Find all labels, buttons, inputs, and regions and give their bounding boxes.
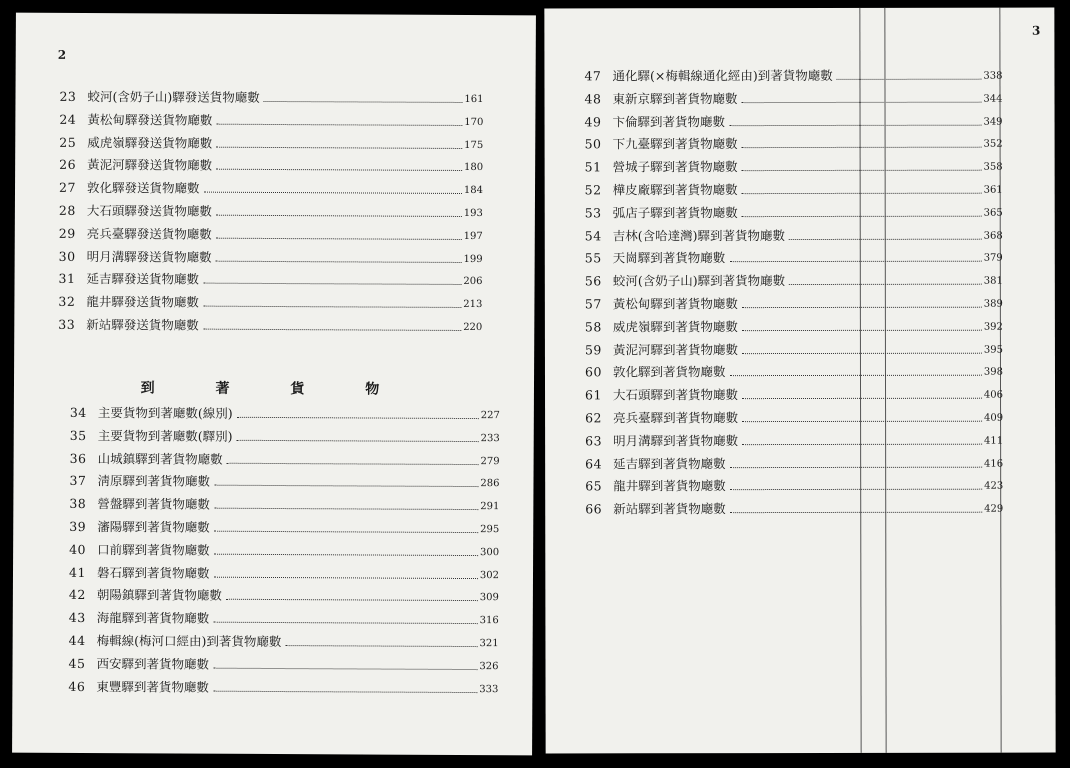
toc-entry [585, 113, 1003, 130]
toc-entry [584, 90, 1002, 107]
entry-page: 233 [480, 432, 500, 444]
entry-number: 57 [584, 296, 602, 312]
toc-entry [585, 159, 1003, 176]
dot-leader [216, 169, 462, 171]
dot-leader [742, 170, 982, 171]
entry-title: 瀋陽驛到著貨物廰數 [97, 519, 210, 535]
dot-leader [742, 215, 982, 216]
entry-title: 營盤驛到著貨物廰數 [97, 496, 210, 512]
entry-number: 23 [59, 88, 77, 104]
entry-title: 敦化驛到著貨物廰數 [612, 364, 726, 380]
entry-page: 316 [479, 615, 499, 627]
entry-title: 蛟河(含奶子山)驛發送貨物廰數 [87, 89, 260, 105]
entry-title: 延吉驛發送貨物廰數 [86, 271, 200, 287]
entry-title: 梅輯線(梅河口經由)到著貨物廰數 [96, 633, 282, 650]
entry-page: 379 [983, 253, 1003, 265]
entry-title: 明月溝驛到著貨物廰數 [613, 432, 739, 449]
toc-entry [58, 294, 482, 312]
entry-page: 170 [464, 116, 484, 128]
entry-page: 197 [463, 230, 483, 242]
entry-number: 34 [69, 404, 87, 421]
entry-page: 279 [480, 455, 500, 467]
entry-title: 淸原驛到著貨物廰數 [97, 473, 211, 490]
entry-title: 新站驛到著貨物廰數 [613, 501, 726, 517]
toc-entry [59, 203, 483, 221]
entry-title: 龍井驛到著貨物廰數 [613, 478, 726, 494]
toc-entry [59, 112, 483, 130]
toc-entry [585, 432, 1003, 449]
entry-page: 302 [479, 569, 500, 581]
entry-page: 395 [983, 344, 1003, 356]
entry-page: 291 [480, 501, 500, 513]
entry-title: 樺皮廠驛到著貨物廰數 [612, 182, 738, 198]
entry-page: 392 [983, 321, 1003, 333]
dot-leader [742, 329, 982, 330]
entry-title: 大石頭驛發送貨物廰數 [86, 203, 212, 219]
entry-number: 42 [68, 587, 86, 603]
entry-title: 敦化驛發送貨物廰數 [86, 180, 200, 196]
entry-title: 黃泥河驛發送貨物廰數 [87, 157, 213, 174]
entry-number: 65 [585, 478, 603, 494]
toc-entry [69, 473, 499, 491]
entry-number: 60 [584, 364, 602, 380]
entry-page: 365 [983, 207, 1003, 219]
dot-leader [237, 417, 479, 419]
toc-entry [585, 250, 1003, 267]
toc-entry [69, 496, 499, 514]
dot-leader [730, 466, 982, 467]
entry-number: 51 [584, 159, 602, 175]
entry-page: 409 [983, 412, 1004, 424]
entry-page: 411 [984, 435, 1004, 447]
entry-title: 大石頭驛到著貨物廰數 [613, 387, 739, 403]
entry-number: 32 [58, 294, 76, 310]
toc-entry [70, 451, 500, 469]
entry-title: 山城鎮驛到著貨物廰數 [97, 450, 223, 467]
entry-page: 180 [464, 162, 484, 174]
dot-leader [264, 101, 463, 103]
entry-number: 49 [584, 113, 602, 129]
entry-page: 381 [983, 275, 1003, 287]
entry-title: 黃松甸驛發送貨物廰數 [87, 111, 213, 128]
dot-leader [213, 690, 477, 692]
entry-page: 423 [984, 481, 1004, 493]
entry-number: 64 [585, 455, 603, 471]
dot-leader [214, 553, 478, 555]
toc-entry [585, 273, 1003, 290]
dot-leader [742, 421, 982, 422]
entry-title: 海龍驛到著貨物廰數 [96, 610, 210, 626]
entry-page: 361 [983, 184, 1003, 196]
dot-leader [742, 398, 982, 399]
entry-number: 59 [584, 341, 602, 357]
entry-page: 161 [464, 93, 484, 106]
entry-title: 東新京驛到著貨物廰數 [612, 90, 738, 107]
entry-title: 通化驛(×梅輯線通化經由)到著貨物廰數 [612, 67, 833, 84]
entry-number: 52 [584, 182, 602, 198]
entry-page: 321 [479, 638, 499, 650]
entry-number: 61 [585, 387, 602, 403]
entry-title: 威虎嶺驛到著貨物廰數 [612, 318, 738, 335]
entry-title: 東豐驛到著貨物廰數 [96, 678, 209, 695]
dot-leader [214, 531, 478, 533]
entry-page: 309 [479, 592, 499, 604]
entry-page: 352 [983, 139, 1003, 151]
entry-number: 41 [68, 564, 86, 580]
dot-leader [216, 146, 462, 148]
toc-entry [585, 182, 1003, 199]
dot-leader [203, 283, 461, 285]
toc-entry [69, 519, 499, 537]
toc-entry [59, 157, 483, 175]
toc-list-left [16, 13, 536, 695]
entry-title: 亮兵臺驛到著貨物廰數 [613, 410, 739, 426]
page-number: 2 [57, 47, 67, 62]
entry-page: 338 [983, 70, 1003, 82]
right-page [544, 8, 1055, 754]
toc-entry [585, 318, 1003, 335]
toc-entry [585, 501, 1003, 518]
toc-entry [69, 565, 499, 583]
dot-leader [204, 192, 462, 194]
dot-leader [216, 260, 462, 262]
toc-entry [69, 633, 499, 651]
page-number: 3 [1032, 23, 1041, 38]
entry-title: 延吉驛到著貨物廰數 [613, 455, 726, 471]
entry-number: 35 [69, 427, 87, 443]
dot-leader [730, 512, 982, 513]
toc-entry [585, 136, 1003, 153]
toc-entry [585, 296, 1003, 313]
entry-title: 口前驛到著貨物廰數 [97, 541, 210, 558]
toc-entry [59, 134, 483, 152]
entry-number: 33 [58, 316, 76, 332]
toc-entry [585, 455, 1003, 472]
toc-entry [70, 428, 500, 446]
entry-number: 44 [68, 632, 86, 649]
toc-entry [59, 226, 483, 244]
entry-title: 威虎嶺驛發送貨物廰數 [87, 134, 213, 151]
dot-leader [203, 329, 461, 331]
toc-entry [68, 679, 498, 697]
toc-entry [69, 587, 499, 605]
toc-entry [59, 180, 483, 198]
entry-number: 55 [584, 250, 602, 266]
entry-page: 358 [983, 161, 1003, 173]
dot-leader [227, 462, 479, 464]
dot-leader [729, 261, 981, 262]
dot-leader [213, 622, 477, 624]
toc-entry [58, 317, 482, 335]
entry-number: 56 [584, 273, 602, 289]
dot-leader [742, 147, 982, 148]
dot-leader [214, 485, 478, 487]
entry-page: 333 [479, 683, 499, 695]
entry-number: 31 [58, 271, 76, 287]
entry-number: 63 [585, 433, 603, 449]
entry-title: 新站驛發送貨物廰數 [86, 317, 199, 333]
entry-number: 46 [68, 678, 86, 694]
toc-entry [69, 542, 499, 560]
entry-title: 朝陽鎮驛到著貨物廰數 [96, 587, 222, 604]
toc-entry [70, 405, 500, 423]
dot-leader [837, 79, 982, 80]
dot-leader [236, 440, 478, 442]
toc-entry [585, 387, 1003, 404]
entry-number: 66 [585, 501, 603, 517]
dot-leader [285, 645, 477, 647]
dot-leader [730, 489, 982, 490]
toc-entry [585, 204, 1003, 221]
entry-title: 磐石驛到著貨物廰數 [96, 564, 210, 581]
entry-page: 429 [984, 503, 1004, 515]
entry-page: 184 [463, 185, 484, 197]
toc-entry [584, 68, 1002, 85]
dot-leader [730, 375, 982, 376]
entry-page: 389 [983, 298, 1003, 310]
toc-entry [59, 89, 483, 107]
entry-page: 349 [983, 116, 1003, 128]
dot-leader [729, 124, 981, 125]
entry-page: 295 [480, 524, 500, 536]
dot-leader [742, 352, 982, 353]
entry-number: 39 [69, 518, 87, 535]
toc-entry [585, 227, 1003, 244]
entry-number: 25 [59, 134, 77, 150]
entry-number: 37 [69, 473, 87, 489]
entry-number: 27 [58, 180, 76, 196]
entry-number: 26 [59, 157, 77, 173]
toc-entry [585, 410, 1003, 427]
entry-number: 43 [68, 610, 86, 626]
entry-title: 亮兵臺驛發送貨物廰數 [86, 225, 212, 242]
entry-title: 營城子驛到著貨物廰數 [612, 159, 738, 175]
entry-page: 300 [479, 546, 500, 558]
dot-leader [742, 101, 982, 102]
entry-title: 黃泥河驛到著貨物廰數 [612, 341, 738, 357]
entry-title: 弧店子驛到著貨物廰數 [612, 204, 738, 221]
entry-number: 48 [584, 91, 602, 107]
entry-page: 199 [463, 253, 483, 265]
entry-number: 36 [69, 450, 87, 466]
entry-page: 206 [463, 276, 483, 288]
dot-leader [216, 237, 462, 239]
entry-title: 西安驛到著貨物廰數 [96, 655, 210, 672]
entry-page: 193 [463, 207, 483, 220]
toc-entry [59, 271, 483, 289]
entry-page: 213 [463, 299, 483, 311]
entry-page: 227 [480, 410, 500, 422]
entry-number: 38 [69, 496, 87, 512]
dot-leader [213, 667, 477, 669]
entry-page: 398 [983, 367, 1003, 379]
toc-entry [585, 341, 1003, 358]
entry-number: 58 [584, 319, 602, 335]
entry-title: 主要貨物到著廰數(線別) [97, 405, 233, 421]
entry-number: 54 [584, 227, 602, 243]
entry-page: 286 [480, 478, 500, 490]
entry-title: 黃松甸驛到著貨物廰數 [612, 296, 738, 312]
entry-number: 30 [58, 248, 76, 264]
entry-number: 24 [59, 111, 77, 127]
dot-leader [789, 284, 982, 285]
entry-page: 220 [463, 321, 483, 334]
toc-entry [585, 478, 1003, 495]
dot-leader [216, 215, 462, 217]
dot-leader [216, 123, 462, 125]
section-heading: 到 著 貨 物 [140, 380, 408, 398]
entry-page: 416 [984, 458, 1004, 470]
dot-leader [226, 599, 478, 601]
left-page [12, 13, 536, 756]
entry-title: 明月溝驛發送貨物廰數 [86, 248, 212, 265]
entry-title: 龍井驛發送貨物廰數 [86, 294, 199, 310]
toc-list-right [544, 8, 1054, 517]
dot-leader [789, 238, 982, 239]
entry-page: 175 [464, 139, 484, 151]
dot-leader [742, 193, 982, 194]
entry-title: 卞倫驛到著貨物廰數 [612, 113, 726, 129]
entry-number: 40 [69, 541, 87, 557]
toc-entry [69, 610, 499, 628]
entry-title: 蛟河(含奶子山)驛到著貨物廰數 [612, 273, 786, 289]
entry-page: 344 [983, 93, 1003, 105]
entry-title: 天崗驛到著貨物廰數 [612, 250, 726, 266]
toc-entry [585, 364, 1003, 381]
entry-title: 吉林(含哈達灣)驛到著貨物廰數 [612, 227, 786, 243]
entry-number: 50 [584, 136, 602, 152]
dot-leader [742, 443, 982, 444]
entry-number: 62 [585, 410, 602, 426]
dot-leader [203, 306, 461, 308]
entry-page: 326 [479, 660, 499, 672]
entry-page: 368 [983, 230, 1003, 242]
entry-number: 29 [58, 225, 76, 241]
toc-entry [59, 248, 483, 266]
entry-number: 45 [68, 655, 86, 671]
entry-number: 53 [584, 205, 602, 221]
entry-page: 406 [983, 389, 1004, 401]
toc-entry [68, 656, 498, 674]
entry-number: 28 [58, 202, 76, 218]
dot-leader [742, 307, 982, 308]
entry-title: 下九臺驛到著貨物廰數 [612, 136, 738, 152]
dot-leader [214, 508, 478, 510]
dot-leader [214, 576, 478, 578]
entry-title: 主要貨物到著廰數(驛別) [97, 427, 233, 444]
entry-number: 47 [584, 68, 602, 84]
